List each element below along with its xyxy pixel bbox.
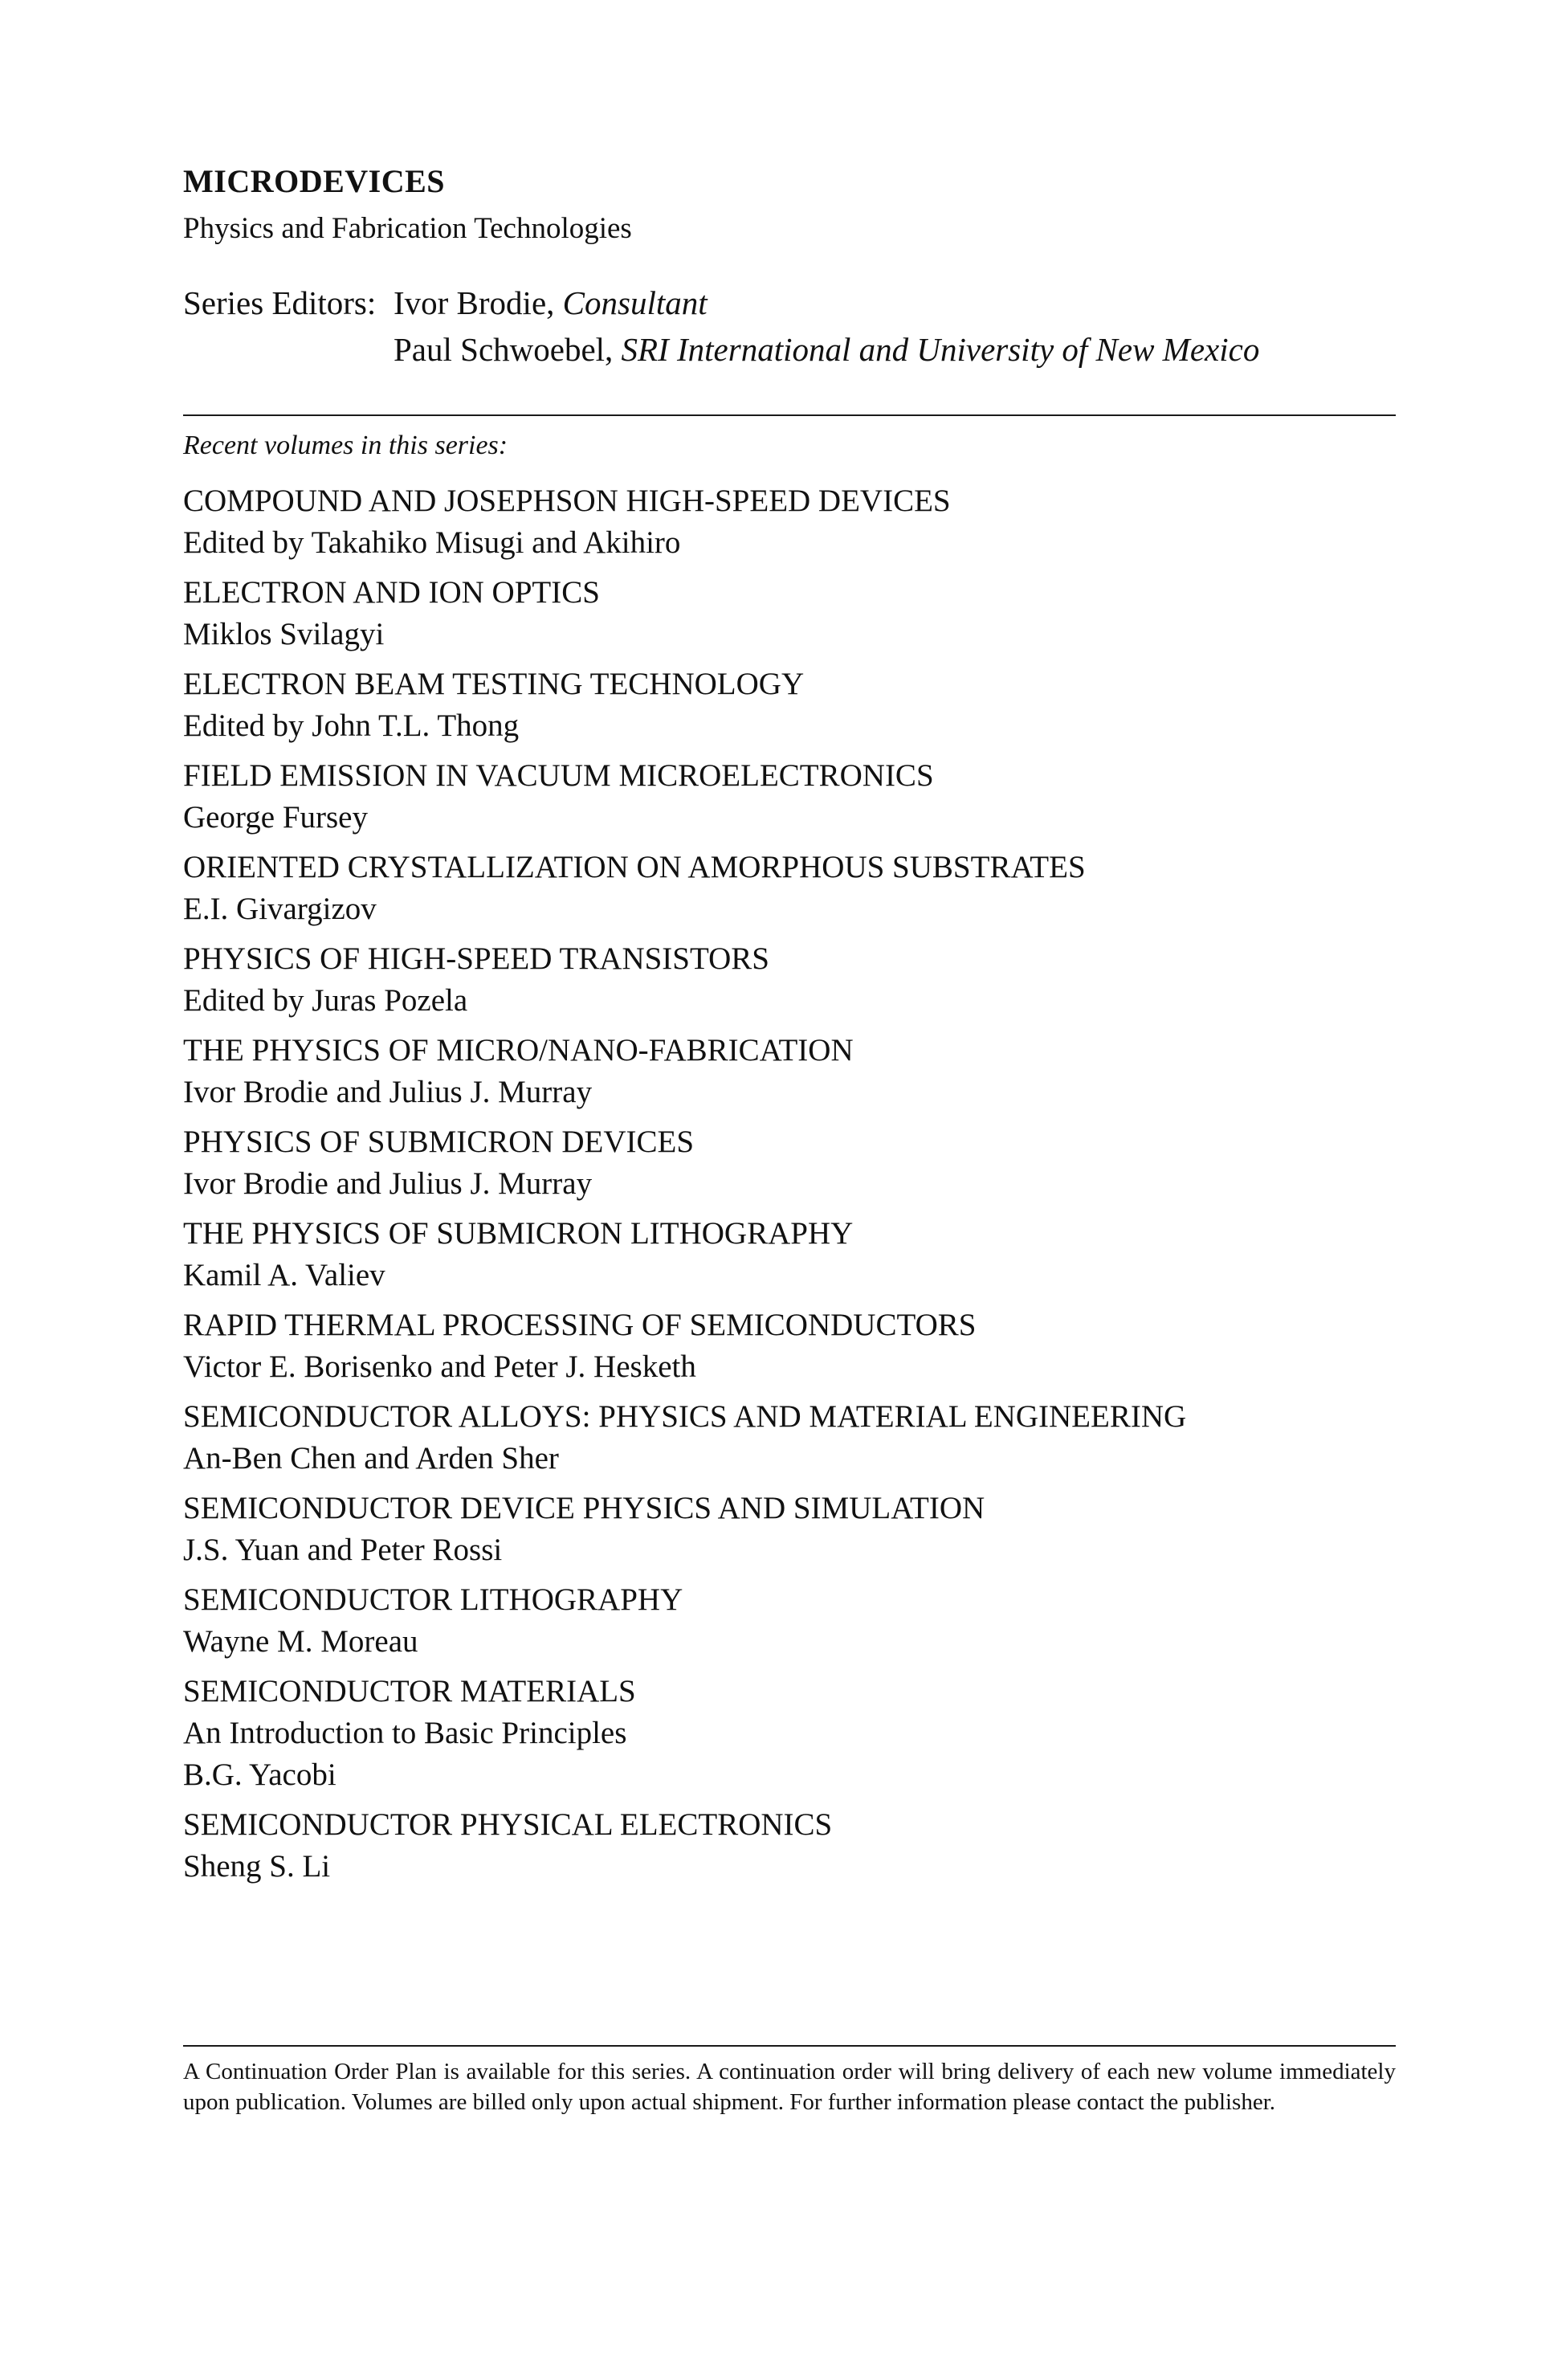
volume-title: RAPID THERMAL PROCESSING OF SEMICONDUCTORS	[183, 1308, 977, 1342]
volume-title: COMPOUND AND JOSEPHSON HIGH-SPEED DEVICES	[183, 484, 951, 518]
volume-title: THE PHYSICS OF SUBMICRON LITHOGRAPHY	[183, 1216, 854, 1251]
volume-title: SEMICONDUCTOR MATERIALS	[183, 1674, 636, 1708]
volume-author: Edited by Takahiko Misugi and Akihiro	[183, 525, 681, 560]
recent-volumes-label: Recent volumes in this series:	[183, 431, 508, 460]
editor-row-1	[183, 280, 1259, 326]
volume-title: SEMICONDUCTOR ALLOYS: PHYSICS AND MATERIAL ENGINEERING	[183, 1399, 1187, 1434]
volume-item	[183, 847, 1404, 930]
volume-author: J.S. Yuan and Peter Rossi	[183, 1533, 503, 1567]
volume-title: ELECTRON AND ION OPTICS	[183, 575, 600, 610]
volume-author: Edited by John T.L. Thong	[183, 708, 520, 743]
volume-title: THE PHYSICS OF MICRO/NANO-FABRICATION	[183, 1033, 854, 1068]
volume-author: An Introduction to Basic Principles	[183, 1716, 627, 1750]
volume-author: Kamil A. Valiev	[183, 1258, 385, 1292]
volume-item	[183, 1304, 1404, 1388]
volume-list	[183, 480, 1404, 1896]
editor-name: Ivor Brodie,	[394, 284, 555, 321]
volume-author: George Fursey	[183, 800, 368, 835]
editor-row-2	[183, 326, 1259, 373]
volume-author: E.I. Givargizov	[183, 892, 377, 926]
volume-item	[183, 663, 1404, 747]
volume-author: Miklos Svilagyi	[183, 617, 385, 651]
bottom-divider	[183, 2045, 1396, 2047]
volume-author: Ivor Brodie and Julius J. Murray	[183, 1075, 593, 1109]
volume-item	[183, 1671, 1404, 1796]
volume-item	[183, 1488, 1404, 1571]
volume-title: PHYSICS OF HIGH-SPEED TRANSISTORS	[183, 941, 769, 976]
volume-title: SEMICONDUCTOR DEVICE PHYSICS AND SIMULATION	[183, 1491, 985, 1525]
volume-author: Victor E. Borisenko and Peter J. Hesketh	[183, 1349, 696, 1384]
series-editors	[183, 280, 1259, 373]
volume-item	[183, 1121, 1404, 1205]
volume-author: Wayne M. Moreau	[183, 1624, 418, 1659]
editor-name: Paul Schwoebel,	[394, 331, 614, 368]
volume-author: B.G. Yacobi	[183, 1757, 336, 1792]
top-divider	[183, 414, 1396, 416]
volume-item	[183, 938, 1404, 1022]
volume-title: ELECTRON BEAM TESTING TECHNOLOGY	[183, 667, 805, 701]
volume-item	[183, 480, 1404, 564]
volume-title: ORIENTED CRYSTALLIZATION ON AMORPHOUS SUBSTRATES	[183, 850, 1086, 884]
editors-label: Series Editors:	[183, 284, 377, 321]
continuation-notice: A Continuation Order Plan is available for this series. A continuation order will bring delivery of each new volume immediately upon publication. Volumes are billed only upon actual shipment. For further information please contact the publisher.	[183, 2059, 1396, 2115]
volume-title: FIELD EMISSION IN VACUUM MICROELECTRONICS	[183, 758, 934, 793]
volume-author: An-Ben Chen and Arden Sher	[183, 1441, 559, 1476]
volume-item	[183, 1804, 1404, 1888]
volume-title: PHYSICS OF SUBMICRON DEVICES	[183, 1125, 695, 1159]
volume-item	[183, 755, 1404, 839]
volume-item	[183, 1396, 1404, 1480]
volume-author: Edited by Juras Pozela	[183, 983, 468, 1018]
series-title: MICRODEVICES	[183, 163, 446, 199]
volume-item	[183, 1579, 1404, 1663]
volume-item	[183, 1213, 1404, 1296]
volume-author: Ivor Brodie and Julius J. Murray	[183, 1166, 593, 1201]
series-subtitle: Physics and Fabrication Technologies	[183, 212, 632, 245]
volume-author: Sheng S. Li	[183, 1849, 331, 1884]
volume-item	[183, 1030, 1404, 1113]
editor-affiliation: Consultant	[562, 284, 708, 321]
volume-title: SEMICONDUCTOR LITHOGRAPHY	[183, 1582, 683, 1617]
volume-item	[183, 572, 1404, 655]
editor-affiliation: SRI International and University of New Mexico	[621, 331, 1260, 368]
volume-title: SEMICONDUCTOR PHYSICAL ELECTRONICS	[183, 1807, 833, 1842]
